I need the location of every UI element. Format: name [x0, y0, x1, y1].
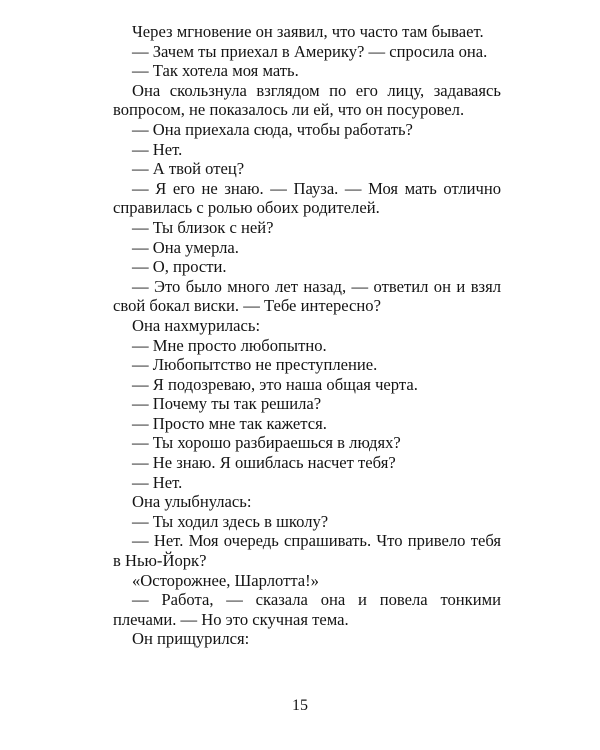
paragraph: — Мне просто любопытно.: [132, 335, 327, 355]
paragraph: — Зачем ты приехал в Америку? — спросила она.: [132, 41, 488, 61]
paragraph: Он прищурился:: [132, 629, 250, 649]
paragraph: Она нахмурилась:: [132, 315, 261, 335]
paragraph: — Ты хорошо разбираешься в людях?: [132, 433, 401, 453]
paragraph: — Нет.: [132, 472, 183, 492]
paragraph: — Просто мне так кажется.: [132, 413, 327, 433]
paragraph: — Это было много лет назад, — ответил он и взял свой бокал виски. — Тебе интересно?: [113, 276, 501, 316]
paragraph: — Я подозреваю, это наша общая черта.: [132, 374, 418, 394]
paragraph: «Осторожнее, Шарлотта!»: [132, 570, 319, 590]
paragraph: — Я его не знаю. — Пауза. — Моя мать отлично справилась с ролью обоих родителей.: [113, 178, 501, 218]
paragraph: — Так хотела моя мать.: [132, 61, 299, 81]
paragraph: — Ты близок с ней?: [132, 217, 274, 237]
paragraph: Она улыбнулась:: [132, 492, 252, 512]
paragraph: — Работа, — сказала она и повела тонкими плечами. — Но это скучная тема.: [113, 590, 501, 629]
paragraph: — Почему ты так решила?: [132, 394, 322, 414]
paragraph: — Любопытство не преступление.: [132, 355, 378, 375]
paragraph: — Она приехала сюда, чтобы работать?: [132, 119, 413, 139]
paragraph: Она скользнула взглядом по его лицу, задаваясь вопросом, не показалось ли ей, что он посуровел.: [113, 80, 501, 120]
paragraph: — Она умерла.: [132, 237, 239, 257]
paragraph: — Нет. Моя очередь спрашивать. Что привело тебя в Нью-Йорк?: [113, 531, 501, 571]
paragraph: — Не знаю. Я ошиблась насчет тебя?: [132, 453, 396, 473]
paragraph: — О, прости.: [132, 257, 227, 277]
page-number: 15: [292, 697, 308, 714]
body-text: [113, 22, 501, 649]
paragraph: — Нет.: [132, 139, 183, 159]
paragraph: — А твой отец?: [132, 159, 245, 179]
paragraph: Через мгновение он заявил, что часто там бывает.: [132, 22, 484, 41]
paragraph: — Ты ходил здесь в школу?: [132, 511, 329, 531]
